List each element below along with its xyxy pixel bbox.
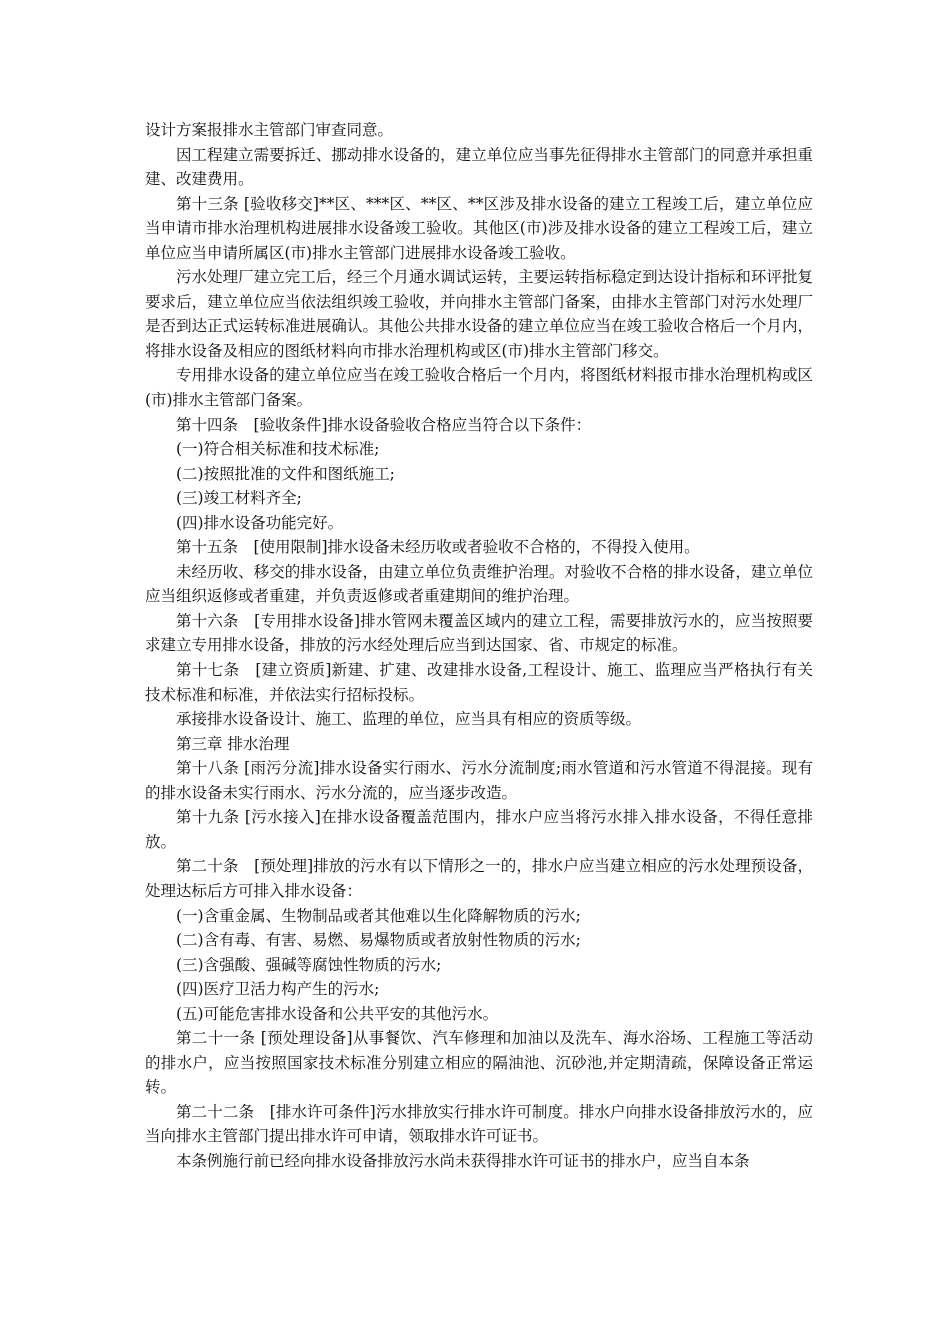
article-20-paragraph: 第二十条 [预处理]排放的污水有以下情形之一的，排水户应当建立相应的污水处理预设备，处理达标后方可排入排水设备： (145, 857, 813, 900)
document-page (145, 118, 813, 1174)
paragraph: 专用排水设备的建立单位应当在竣工验收合格后一个月内，将图纸材料报市排水治理机构或区(市)排水主管部门备案。 (145, 366, 813, 410)
list-item: (二)含有毒、有害、易燃、易爆物质或者放射性物质的污水; (176, 931, 581, 950)
list-item: (三)含强酸、强碱等腐蚀性物质的污水; (176, 955, 442, 974)
paragraph: 本条例施行前已经向排水设备排放污水尚未获得排水许可证书的排水户，应当自本条 (176, 1151, 750, 1170)
chapter-heading: 第三章 排水治理 (176, 734, 290, 753)
article-18-paragraph: 第十八条 [雨污分流]排水设备实行雨水、污水分流制度;雨水管道和污水管道不得混接。现有的排水设备未实行雨水、污水分流的，应当逐步改造。 (145, 759, 813, 802)
list-item: (四)排水设备功能完好。 (176, 513, 344, 532)
paragraph: 设计方案报排水主管部门审查同意。 (145, 121, 394, 139)
list-item: (五)可能危害排水设备和公共平安的其他污水。 (176, 1004, 499, 1023)
article-17-paragraph: 第十七条 [建立资质]新建、扩建、改建排水设备,工程设计、施工、监理应当严格执行有关技术标准和标准，并依法实行招标投标。 (145, 661, 813, 704)
paragraph: 未经历收、移交的排水设备，由建立单位负责维护治理。对验收不合格的排水设备，建立单位应当组织返修或者重建，并负责返修或者重建期间的维护治理。 (145, 562, 813, 606)
article-16-paragraph: 第十六条 [专用排水设备]排水管网未覆盖区域内的建立工程，需要排放污水的，应当按照要求建立专用排水设备，排放的污水经处理后应当到达国家、省、市规定的标准。 (145, 611, 813, 655)
paragraph: 因工程建立需要拆迁、挪动排水设备的，建立单位应当事先征得排水主管部门的同意并承担重建、改建费用。 (145, 145, 813, 189)
article-22-paragraph: 第二十二条 [排水许可条件]污水排放实行排水许可制度。排水户向排水设备排放污水的，应当向排水主管部门提出排水许可申请，领取排水许可证书。 (145, 1102, 813, 1146)
list-item: (一)符合相关标准和技术标准; (176, 440, 380, 459)
article-19-paragraph: 第十九条 [污水接入]在排水设备覆盖范围内，排水户应当将污水排入排水设备，不得任意排放。 (145, 808, 813, 851)
list-item: (三)竣工材料齐全; (176, 489, 302, 508)
article-15-paragraph: 第十五条 [使用限制]排水设备未经历收或者验收不合格的，不得投入使用。 (176, 538, 700, 557)
article-13-paragraph: 第十三条 [验收移交]**区、***区、**区、**区涉及排水设备的建立工程竣工后，建立单位应当申请市排水治理机构进展排水设备竣工验收。其他区(市)涉及排水设备的建立工程竣工后，建立单位应当申请所属区(市)排水主管部门进展排水设备竣工验收。 (145, 194, 813, 262)
list-item: (二)按照批准的文件和图纸施工; (176, 464, 395, 483)
article-21-paragraph: 第二十一条 [预处理设备]从事餐饮、汽车修理和加油以及洗车、海水浴场、工程施工等活动的排水户，应当按照国家技术标准分别建立相应的隔油池、沉砂池,并定期清疏，保障设备正常运转。 (145, 1029, 813, 1097)
article-14-paragraph: 第十四条 [验收条件]排水设备验收合格应当符合以下条件： (176, 415, 592, 434)
paragraph: 承接排水设备设计、施工、监理的单位，应当具有相应的资质等级。 (176, 710, 642, 729)
paragraph: 污水处理厂建立完工后，经三个月通水调试运转，主要运转指标稳定到达设计指标和环评批复要求后，建立单位应当依法组织竣工验收，并向排水主管部门备案，由排水主管部门对污水处理厂是否到达正式运转标准进展确认。其他公共排水设备的建立单位应当在竣工验收合格后一个月内，将排水设备及相应的图纸材料向市排水治理机构或区(市)排水主管部门移交。 (145, 268, 813, 360)
list-item: (一)含重金属、生物制品或者其他难以生化降解物质的污水; (176, 906, 581, 925)
list-item: (四)医疗卫活力构产生的污水; (176, 980, 380, 999)
